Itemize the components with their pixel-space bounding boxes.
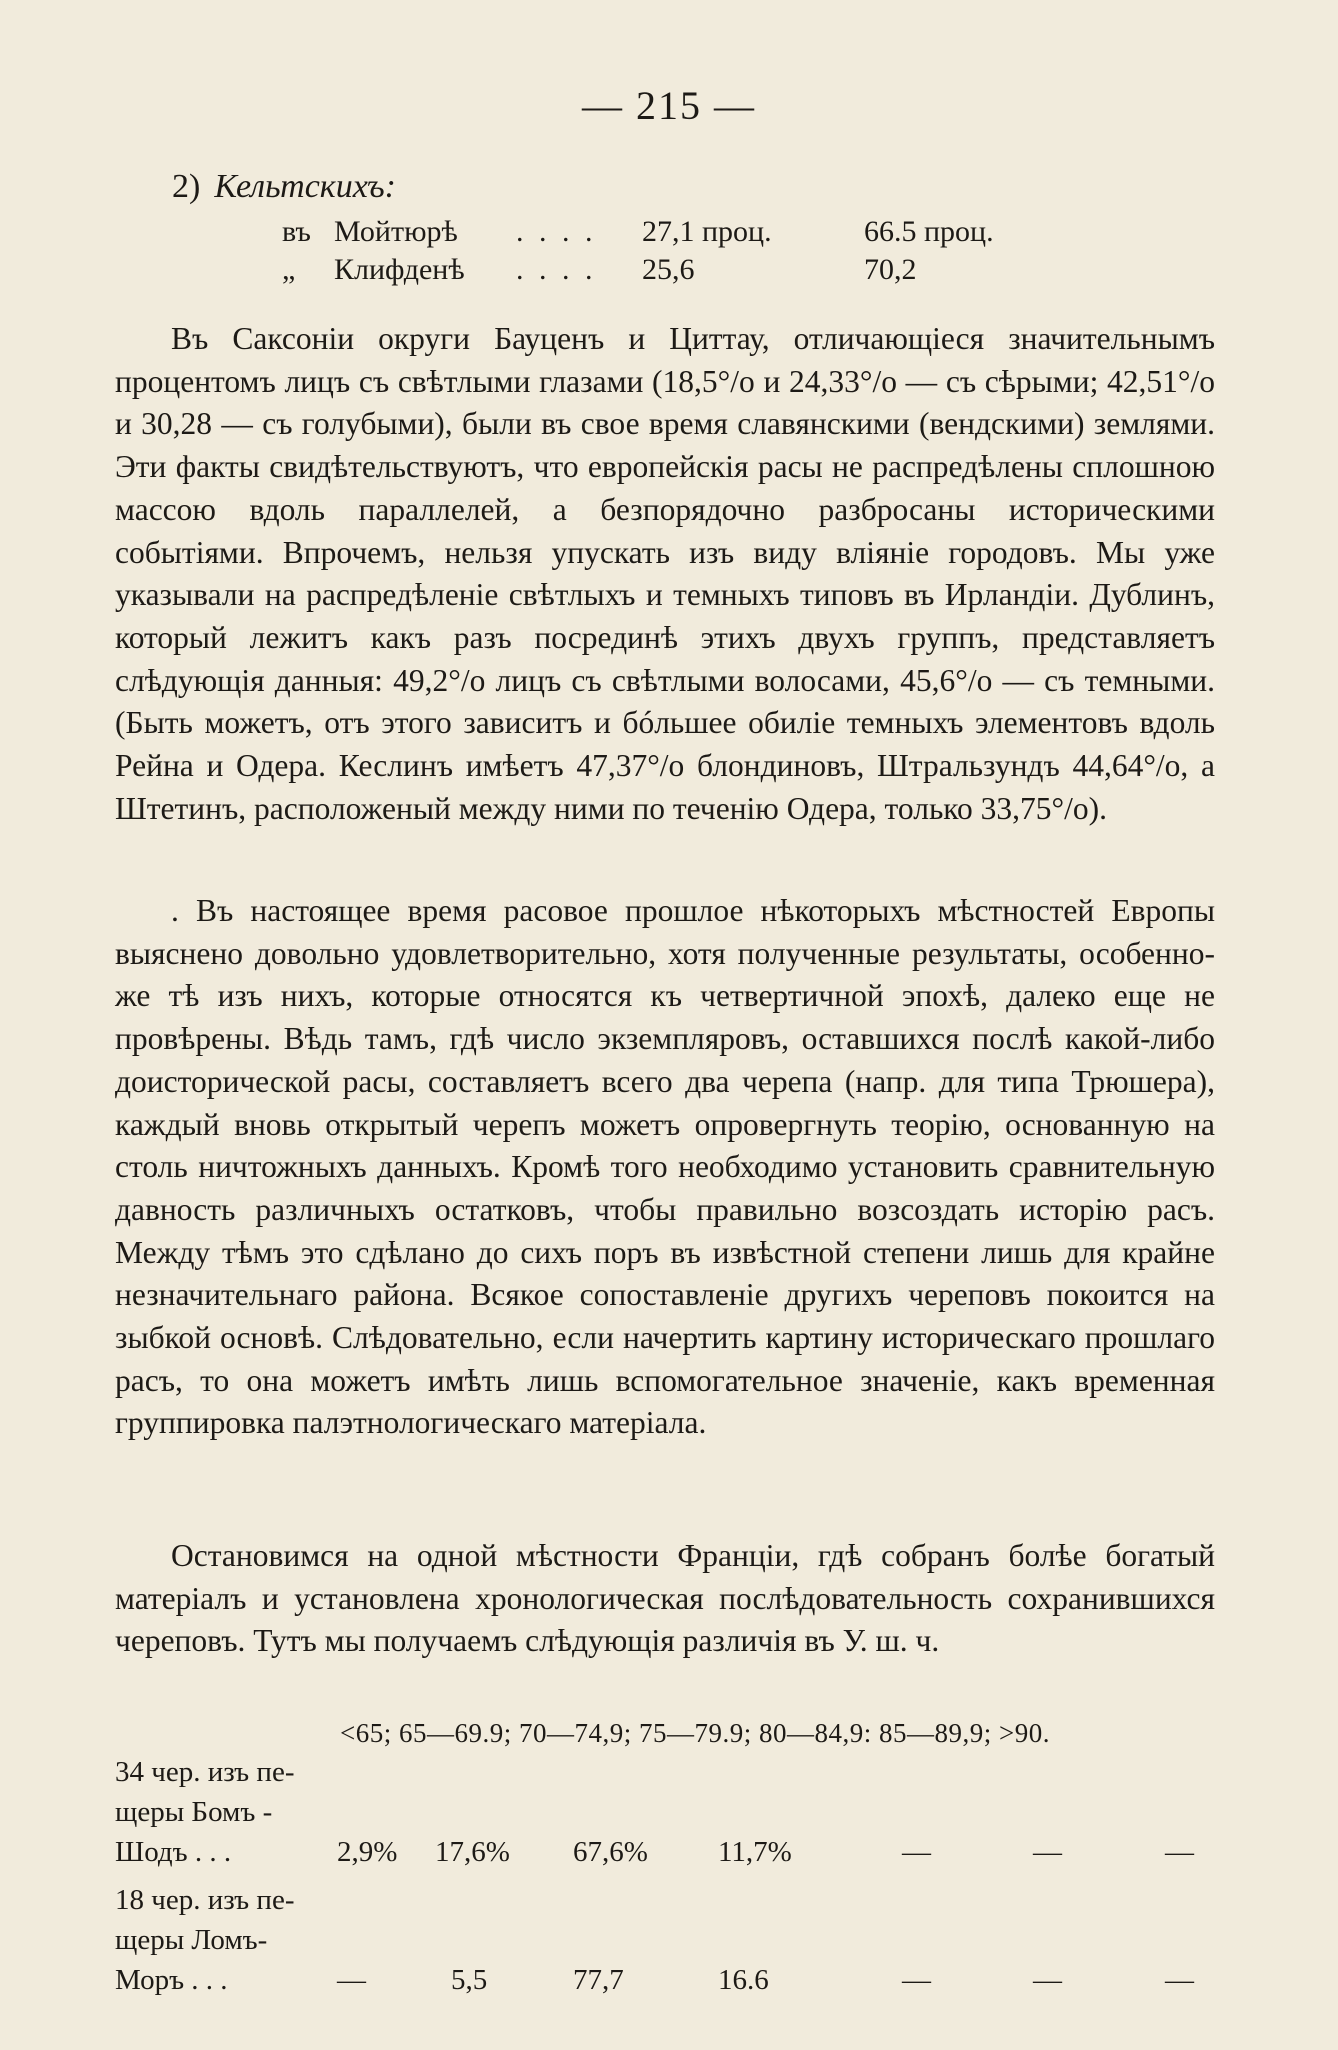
table-cell: — — [1165, 1836, 1194, 1868]
row-label-line: 18 чер. изъ пе- — [115, 1884, 295, 1916]
section-title: Кельтскихъ: — [214, 168, 396, 205]
table-cell: 17,6% — [435, 1836, 510, 1868]
row-label-line: щеры Бомъ - — [115, 1796, 273, 1828]
row-place: Мойтюрѣ — [334, 215, 458, 248]
row-value-2: 66.5 проц. — [864, 215, 994, 248]
row-prefix: „ — [282, 253, 296, 286]
table-cell: 2,9% — [337, 1836, 398, 1868]
row-value-1: 25,6 — [642, 253, 695, 286]
row-value-1: 27,1 проц. — [642, 215, 772, 248]
row-label-line: щеры Ломъ- — [115, 1924, 268, 1956]
paragraph — [115, 318, 1215, 830]
table-cell: 67,6% — [573, 1836, 648, 1868]
section-number: 2) — [172, 168, 201, 205]
row-label-line: 34 чер. изъ пе- — [115, 1756, 295, 1788]
row-place: Клифденѣ — [334, 253, 465, 286]
paragraph-text: . Въ настоящее время расовое прошлое нѣкоторыхъ мѣстностей Европы выяснено довольно удовлетворительно, хотя полученные результаты, особенно-же тѣ изъ нихъ, которые относятся къ четвертичной эпохѣ, далеко еще не провѣрены. Вѣдь тамъ, гдѣ число экземпляровъ, оставшихся послѣ какой-либо доисторической расы, составляетъ всего два черепа (напр. для типа Трюшера), каждый вновь открытый черепъ можетъ опровергнуть теорію, основанную на столь ничтожныхъ данныхъ. Кромѣ того необходимо установить сравнительную давность различныхъ остатковъ, чтобы правильно возсоздать исторію расъ. Между тѣмъ это сдѣлано до сихъ поръ въ извѣстной степени лишь для крайне незначительнаго района. Всякое сопоставленіе другихъ череповъ покоится на зыбкой основѣ. Слѣдовательно, если начертить картину историческаго прошлаго расъ, то она можетъ имѣть лишь вспомогательное значеніе, какъ временная группировка палэтнологическаго матеріала. — [115, 893, 1215, 1441]
table-cell: 16.6 — [718, 1964, 769, 1996]
row-label-line: Моръ . . . — [115, 1964, 228, 1996]
paragraph — [115, 890, 1215, 1445]
paragraph-text: Въ Саксоніи округи Бауценъ и Циттау, отличающіеся значительнымъ процентомъ лицъ съ свѣтлыми глазами (18,5°/о и 24,33°/о — съ сѣрыми; 42,51°/о и 30,28 — съ голубыми), были въ свое время славянскими (вендскими) землями. Эти факты свидѣтельствуютъ, что европейскія расы не распредѣлены сплошною массою вдоль параллелей, а безпорядочно разбросаны историческими событіями. Впрочемъ, нельзя упускать изъ виду вліяніе городовъ. Мы уже указывали на распредѣленіе свѣтлыхъ и темныхъ типовъ въ Ирландіи. Дублинъ, который лежитъ какъ разъ посрединѣ этихъ двухъ группъ, представляетъ слѣдующія данныя: 49,2°/о лицъ съ свѣтлыми волосами, 45,6°/о — съ темными. (Быть можетъ, отъ этого зависитъ и бóльшее обиліе темныхъ элементовъ вдоль Рейна и Одера. Кеслинъ имѣетъ 47,37°/о блондиновъ, Штральзундъ 44,64°/о, а Штетинъ, расположеный между ними по теченію Одера, только 33,75°/о). — [115, 321, 1215, 826]
page-number: — 215 — — [582, 83, 756, 128]
table-cell: 5,5 — [451, 1964, 488, 1996]
row-dots: . . . . — [516, 215, 597, 248]
table-cell: — — [337, 1964, 366, 1996]
table-cell: — — [902, 1836, 931, 1868]
table-cell: — — [1165, 1964, 1194, 1996]
table-cell: — — [902, 1964, 931, 1996]
table-cell: 77,7 — [573, 1964, 624, 1996]
row-value-2: 70,2 — [864, 253, 917, 286]
row-label-line: Шодъ . . . — [115, 1836, 232, 1868]
row-dots: . . . . — [516, 253, 597, 286]
paragraph — [115, 1535, 1215, 1663]
section-heading — [172, 168, 396, 206]
paragraph-text: Остановимся на одной мѣстности Франціи, гдѣ собранъ болѣе богатый матеріалъ и установлена хронологическая послѣдовательность сохранившихся череповъ. Тутъ мы получаемъ слѣдующія различія въ У. ш. ч. — [115, 1538, 1215, 1659]
table-header: <65; 65—69.9; 70—74,9; 75—79.9; 80—84,9: 85—89,9; >90. — [340, 1718, 1050, 1748]
table-cell: — — [1033, 1964, 1062, 1996]
table-cell: 11,7% — [718, 1836, 792, 1868]
table-cell: — — [1033, 1836, 1062, 1868]
row-prefix: въ — [282, 215, 311, 248]
